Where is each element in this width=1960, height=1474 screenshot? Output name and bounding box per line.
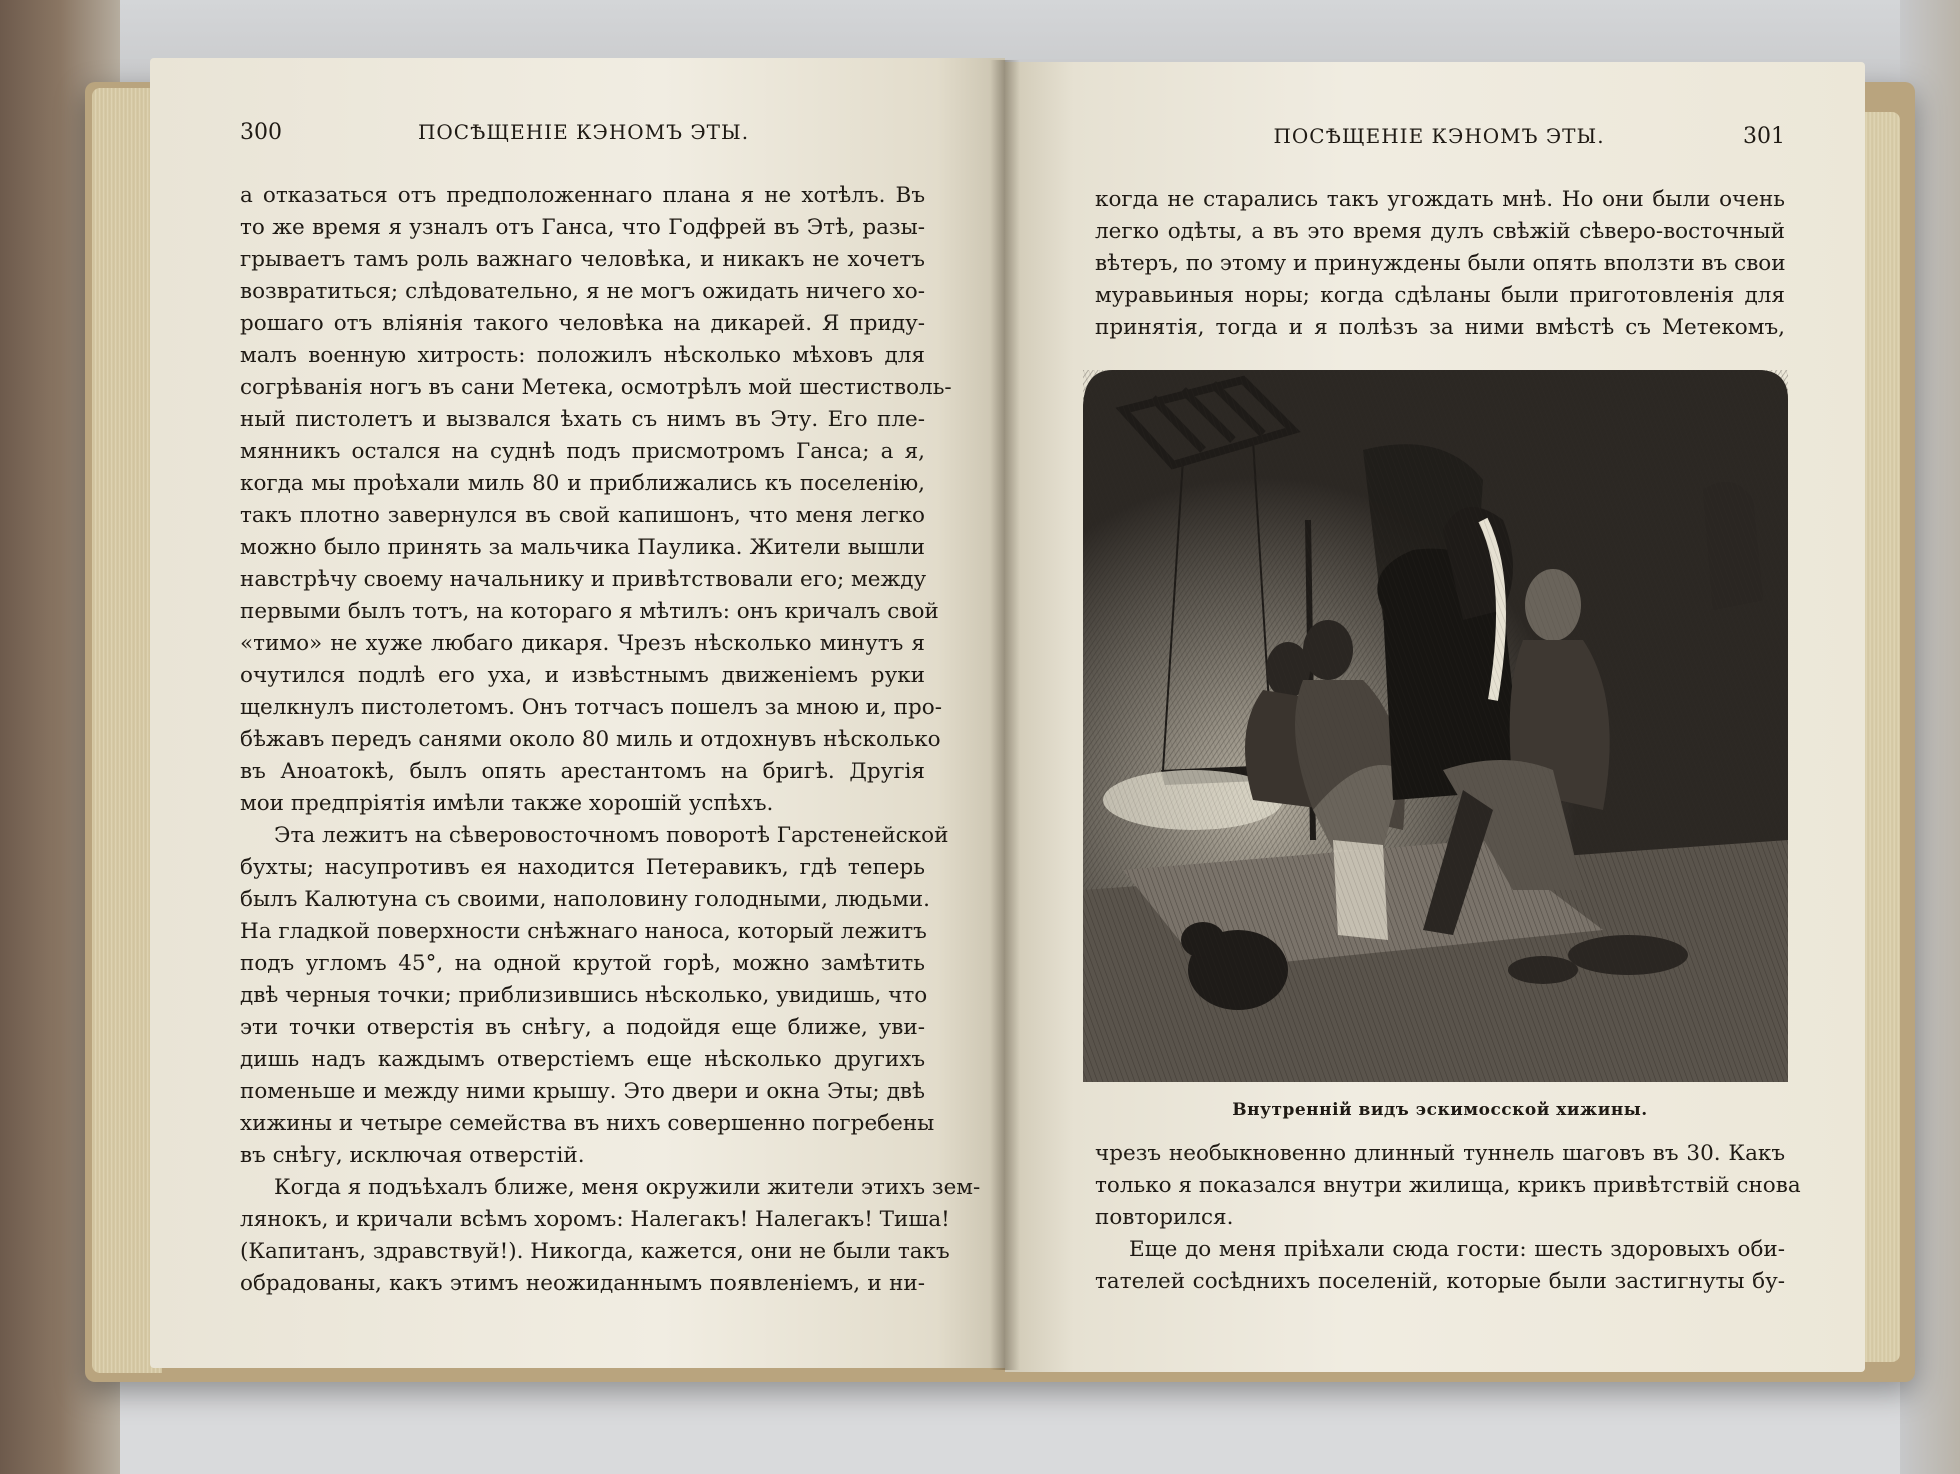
text-line: ный пистолетъ и вызвался ѣхать съ нимъ въ Эту. Его пле-: [240, 407, 925, 432]
text-line: вѣтеръ, по этому и принуждены были опять вползти въ свои: [1095, 251, 1786, 276]
text-line: принятія, тогда и я полѣзъ за ними вмѣстѣ съ Метекомъ,: [1095, 315, 1785, 340]
right-page: [1005, 62, 1865, 1372]
left-page-number: 300: [240, 120, 282, 145]
text-line: обрадованы, какъ этимъ неожиданнымъ появленіемъ, и ни-: [240, 1271, 925, 1296]
text-line: двѣ черныя точки; приблизившись нѣсколько, увидишь, что: [240, 983, 928, 1008]
left-body-text: [240, 180, 981, 1300]
text-line: хижины и четыре семейства въ нихъ совершенно погребены: [240, 1111, 935, 1136]
text-line: подъ угломъ 45°, на одной крутой горѣ, можно замѣтить: [240, 951, 925, 976]
text-line: На гладкой поверхности снѣжнаго наноса, который лежитъ: [240, 919, 927, 944]
text-line: (Капитанъ, здравствуй!). Никогда, кажется, они не были такъ: [240, 1239, 950, 1264]
text-line: тателей сосѣднихъ поселеній, которые были застигнуты бу-: [1095, 1269, 1785, 1294]
text-line: только я показался внутри жилища, крикъ привѣтствій снова: [1095, 1173, 1801, 1198]
text-line: возвратиться; слѣдовательно, я не могъ ожидать ничего хо-: [240, 279, 925, 304]
text-line: мои предпріятія имѣли также хорошій успѣхъ.: [240, 791, 774, 816]
text-line: поменьше и между ними крышу. Это двери и окна Эты; двѣ: [240, 1079, 925, 1104]
right-body-text-top: [1095, 184, 1785, 344]
text-line: лянокъ, и кричали всѣмъ хоромъ: Налегакъ! Налегакъ! Тиша!: [240, 1207, 950, 1232]
text-line: повторился.: [1095, 1205, 1234, 1230]
text-line: былъ Калютуна съ своими, наполовину голодными, людьми.: [240, 887, 930, 912]
text-line: когда не старались такъ угождать мнѣ. Но они были очень: [1095, 187, 1785, 212]
text-line: малъ военную хитрость: положилъ нѣсколько мѣховъ для: [240, 343, 925, 368]
text-line: очутился подлѣ его уха, и извѣстнымъ движеніемъ руки: [240, 663, 925, 688]
text-line: такъ плотно завернулся въ свой капишонъ, что меня легко: [240, 503, 925, 528]
text-line: бѣжавъ передъ санями около 80 миль и отдохнувъ нѣсколько: [240, 727, 941, 752]
text-line: Когда я подъѣхалъ ближе, меня окружили жители этихъ зем-: [274, 1175, 981, 1200]
text-line: щелкнулъ пистолетомъ. Онъ тотчасъ пошелъ за мною и, про-: [240, 695, 942, 720]
left-page: [150, 58, 1005, 1368]
right-running-title: ПОСѢЩЕНІЕ КЭНОМЪ ЭТЫ.: [1273, 124, 1605, 148]
text-line: Еще до меня пріѣхали сюда гости: шесть здоровыхъ оби-: [1129, 1237, 1785, 1262]
engraving-figure: [1083, 370, 1788, 1082]
text-line: дишь надъ каждымъ отверстіемъ еще нѣсколько другихъ: [240, 1047, 925, 1072]
text-line: первыми былъ тотъ, на котораго я мѣтилъ: онъ кричалъ свой: [240, 599, 939, 624]
eskimo-hut-engraving: [1083, 370, 1788, 1082]
right-running-head: [1095, 124, 1785, 164]
figure-caption: Внутренній видъ эскимосской хижины.: [1232, 1100, 1648, 1120]
text-line: то же время я узналъ отъ Ганса, что Годфрей въ Этѣ, разы-: [240, 215, 925, 240]
left-running-head: [240, 120, 925, 160]
text-line: а отказаться отъ предположеннаго плана я не хотѣлъ. Въ: [240, 183, 925, 208]
text-line: муравьиныя норы; когда сдѣланы были приготовленія для: [1095, 283, 1785, 308]
text-line: согрѣванія ногъ въ сани Метека, осмотрѣлъ мой шестистволь-: [240, 375, 952, 400]
right-page-number: 301: [1743, 124, 1785, 149]
text-line: «тимо» не хуже любаго дикаря. Чрезъ нѣсколько минутъ я: [240, 631, 925, 656]
text-line: навстрѣчу своему начальнику и привѣтствовали его; между: [240, 567, 927, 592]
text-line: въ Анoатокѣ, былъ опять арестантомъ на бригѣ. Другія: [240, 759, 925, 784]
text-line: чрезъ необыкновенно длинный туннель шаговъ въ 30. Какъ: [1095, 1141, 1785, 1166]
text-line: грываетъ тамъ роль важнаго человѣка, и никакъ не хочетъ: [240, 247, 925, 272]
text-line: легко одѣты, а въ это время дулъ свѣжій сѣверо-восточный: [1095, 219, 1785, 244]
book-gutter: [990, 60, 1020, 1370]
text-line: рошаго отъ вліянія такого человѣка на дикарей. Я приду-: [240, 311, 925, 336]
left-running-title: ПОСѢЩЕНІЕ КЭНОМЪ ЭТЫ.: [417, 120, 750, 144]
text-line: мянникъ остался на суднѣ подъ присмотромъ Ганса; а я,: [240, 439, 925, 464]
right-body-text-bottom: [1095, 1138, 1801, 1298]
text-line: можно было принять за мальчика Паулика. Жители вышли: [240, 535, 925, 560]
text-line: когда мы проѣхали миль 80 и приближались къ поселенію,: [240, 471, 925, 496]
text-line: бухты; насупротивъ ея находится Петеравикъ, гдѣ теперь: [240, 855, 925, 880]
text-line: эти точки отверстія въ снѣгу, а подойдя еще ближе, уви-: [240, 1015, 925, 1040]
text-line: Эта лежитъ на сѣверовосточномъ поворотѣ Гарстенейской: [274, 823, 949, 848]
text-line: въ снѣгу, исключая отверстій.: [240, 1143, 585, 1168]
